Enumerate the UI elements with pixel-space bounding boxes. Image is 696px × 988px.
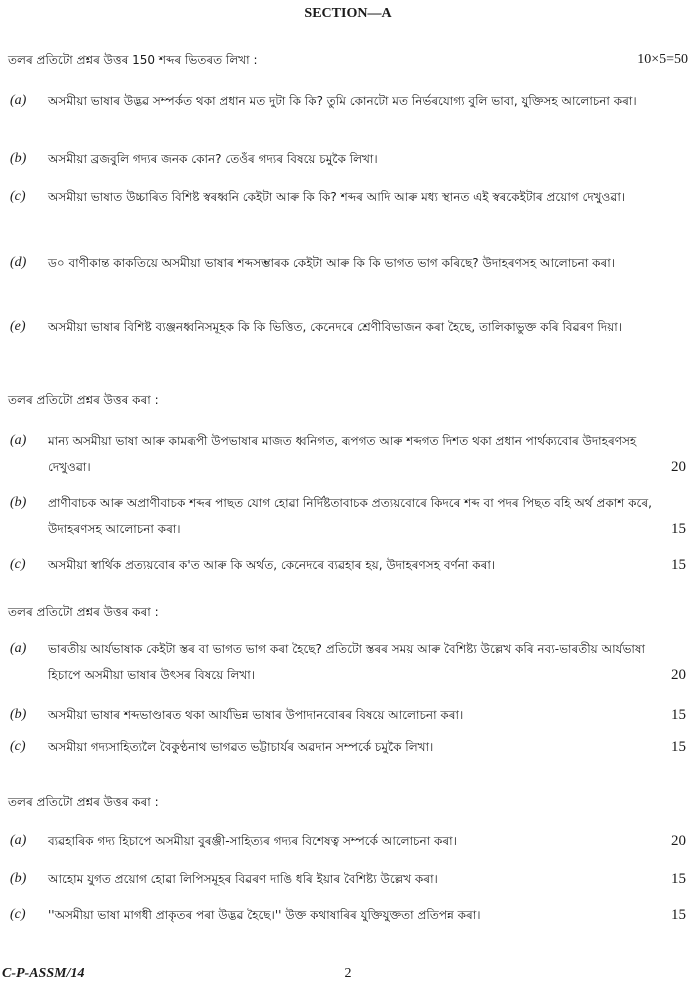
question-text: অসমীয়া স্বাৰ্থিক প্ৰত্যয়বোৰ ক'ত আৰু কি অৰ্থত, কেনেদৰে ব্যৱহাৰ হয়, উদাহৰণসহ বৰ্ণনা কৰা।: [48, 558, 496, 572]
question-1e: [8, 314, 688, 340]
question-label: (a): [10, 93, 27, 108]
question-text: অসমীয়া ব্ৰজবুলি গদ্যৰ জনক কোন? তেওঁৰ গদ্যৰ বিষয়ে চমুকৈ লিখা।: [48, 152, 378, 166]
question-marks: 15: [671, 739, 686, 755]
question-text: অসমীয়া ভাষাৰ উদ্ভৱ সম্পৰ্কত থকা প্ৰধান মত দুটা কি কি? তুমি কোনটো মত নিৰ্ভৰযোগ্য বুলি ভাবা, যুক্তিসহ আলোচনা কৰা।: [48, 94, 637, 108]
question-text: অসমীয়া ভাষাৰ বিশিষ্ট ব্যঞ্জনধ্বনিসমূহক কি কি ভিত্তিত, কেনেদৰে শ্ৰেণীবিভাজন কৰা হৈছে, তালিকাভুক্ত কৰি বিৱৰণ দিয়া।: [48, 320, 623, 334]
question-marks: 20: [671, 833, 686, 849]
question-1c: [8, 184, 688, 210]
question-text: ড০ বাণীকান্ত কাকতিয়ে অসমীয়া ভাষাৰ শব্দসম্ভাৰক কেইটা আৰু কি কি ভাগত ভাগ কৰিছে? উদাহৰণসহ আলোচনা কৰা।: [48, 256, 616, 270]
question-marks: 15: [671, 907, 686, 923]
instruction-text: তলৰ প্ৰতিটো প্ৰশ্নৰ উত্তৰ 150 শব্দৰ ভিতৰত লিখা :: [8, 53, 258, 67]
question-2c: [8, 552, 688, 578]
question-text: ব্যৱহাৰিক গদ্য হিচাপে অসমীয়া বুৰঞ্জী-সাহিত্যৰ গদ্যৰ বিশেষত্ব সম্পৰ্কে আলোচনা কৰা।: [48, 834, 457, 848]
question-4b: [8, 866, 688, 892]
instruction-block4: [8, 794, 688, 814]
question-2b: [8, 490, 688, 542]
question-label: (a): [10, 641, 27, 656]
instruction-text: তলৰ প্ৰতিটো প্ৰশ্নৰ উত্তৰ কৰা :: [8, 605, 159, 619]
question-marks: 15: [671, 521, 686, 537]
question-3c: [8, 734, 688, 760]
instruction-text: তলৰ প্ৰতিটো প্ৰশ্নৰ উত্তৰ কৰা :: [8, 393, 159, 407]
question-label: (c): [10, 189, 26, 204]
question-text: প্ৰাণীবাচক আৰু অপ্ৰাণীবাচক শব্দৰ পাছত যোগ হোৱা নিৰ্দিষ্টতাবাচক প্ৰত্যয়বোৰে কিদৰে শব্দ বা পদৰ পিছত বহি অৰ্থ প্ৰকাশ কৰে, উদাহৰণসহ আলোচনা কৰা।: [48, 496, 652, 536]
question-4a: [8, 828, 688, 854]
question-text: মান্য অসমীয়া ভাষা আৰু কামৰূপী উপভাষাৰ মাজত ধ্বনিগত, ৰূপগত আৰু শব্দগত দিশত থকা প্ৰধান পাৰ্থক্যবোৰ উদাহৰণসহ দেখুওৱা।: [48, 434, 637, 474]
question-1a: [8, 88, 688, 114]
paper-code: C-P-ASSM/14: [2, 966, 85, 981]
question-marks: 15: [671, 871, 686, 887]
question-label: (a): [10, 833, 27, 848]
question-label: (c): [10, 907, 26, 922]
page-number: 2: [344, 966, 352, 981]
instruction-block1: [8, 52, 688, 72]
question-label: (e): [10, 319, 26, 334]
instruction-text: তলৰ প্ৰতিটো প্ৰশ্নৰ উত্তৰ কৰা :: [8, 795, 159, 809]
question-text: অসমীয়া ভাষাত উচ্চাৰিত বিশিষ্ট স্বৰধ্বনি কেইটা আৰু কি কি? শব্দৰ আদি আৰু মধ্য স্থানত এই স্বৰকেইটাৰ প্ৰয়োগ দেখুওৱা।: [48, 190, 626, 204]
instruction-block3: [8, 604, 688, 624]
section-title: SECTION—A: [304, 6, 392, 21]
question-label: (c): [10, 739, 26, 754]
question-marks: 20: [671, 459, 686, 475]
question-marks: 15: [671, 707, 686, 723]
question-text: অসমীয়া ভাষাৰ শব্দভাণ্ডাৰত থকা আৰ্যভিন্ন ভাষাৰ উপাদানবোৰৰ বিষয়ে আলোচনা কৰা।: [48, 708, 464, 722]
total-marks: 10×5=50: [637, 52, 688, 67]
question-2a: [8, 428, 688, 480]
question-1d: [8, 250, 688, 276]
question-label: (b): [10, 151, 27, 166]
question-label: (a): [10, 433, 27, 448]
question-text: ''অসমীয়া ভাষা মাগধী প্ৰাকৃতৰ পৰা উদ্ভৱ হৈছে।'' উক্ত কথাষাৰিৰ যুক্তিযুক্ততা প্ৰতিপন্ন কৰা।: [48, 908, 481, 922]
question-marks: 20: [671, 667, 686, 683]
question-1b: [8, 146, 688, 172]
question-text: আহোম যুগত প্ৰয়োগ হোৱা লিপিসমূহৰ বিৱৰণ দাঙি ধৰি ইয়াৰ বৈশিষ্ট্য উল্লেখ কৰা।: [48, 872, 438, 886]
question-text: অসমীয়া গদ্যসাহিত্যলৈ বৈকুণ্ঠনাথ ভাগৱত ভট্টাচাৰ্যৰ অৱদান সম্পৰ্কে চমুকৈ লিখা।: [48, 740, 434, 754]
question-text: ভাৰতীয় আৰ্যভাষাক কেইটা স্তৰ বা ভাগত ভাগ কৰা হৈছে? প্ৰতিটো স্তৰৰ সময় আৰু বৈশিষ্ট্য উল্লেখ কৰি নব্য-ভাৰতীয় আৰ্যভাষা হিচাপে অসমীয়া ভাষাৰ উৎসৰ বিষয়ে লিখা।: [48, 642, 645, 682]
question-4c: [8, 902, 688, 928]
question-label: (d): [10, 255, 27, 270]
question-3b: [8, 702, 688, 728]
question-label: (b): [10, 871, 27, 886]
question-3a: [8, 636, 688, 688]
question-label: (c): [10, 557, 26, 572]
question-label: (b): [10, 707, 27, 722]
question-marks: 15: [671, 557, 686, 573]
question-label: (b): [10, 495, 27, 510]
instruction-block2: [8, 392, 688, 412]
